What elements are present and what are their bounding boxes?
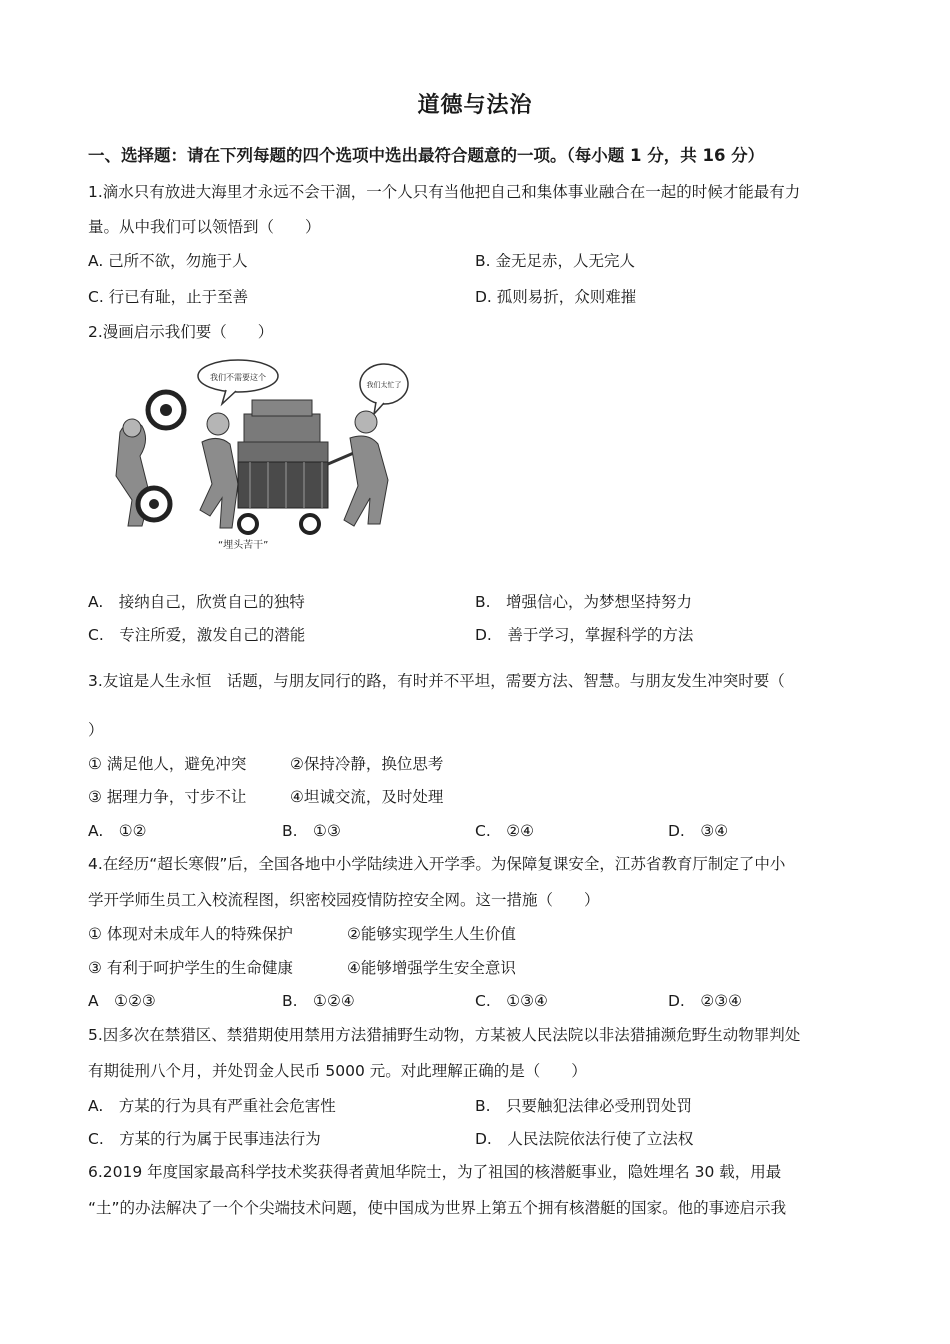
- cartoon-drawing: [98, 352, 418, 552]
- q4-statement-1: ① 体现对未成年人的特殊保护: [88, 925, 293, 943]
- q4-option-d: D. ②③④: [668, 992, 743, 1010]
- q6-stem-line2: “土”的办法解决了一个个尖端技术问题，使中国成为世界上第五个拥有核潜艇的国家。他的事迹启示我: [88, 1199, 787, 1217]
- q3-stem-line2: ）: [88, 721, 104, 739]
- q4-option-b: B. ①②④: [282, 992, 355, 1010]
- q4-stem-line1: 4.在经历“超长寒假”后，全国各地中小学陆续进入开学季。为保障复课安全，江苏省教育厅制定了中小: [88, 855, 786, 873]
- q1-option-d: D. 孤则易折，众则难摧: [475, 288, 637, 306]
- cartoon-caption: “埋头苦干”: [218, 540, 269, 551]
- q1-option-a: A. 己所不欲，勿施于人: [88, 252, 248, 270]
- cartoon-illustration: [98, 352, 418, 552]
- q6-stem-line1: 6.2019 年度国家最高科学技术奖获得者黄旭华院士，为了祖国的核潜艇事业，隐姓埋名 30 载，用最: [88, 1163, 782, 1181]
- q5-stem-line1: 5.因多次在禁猎区、禁猎期使用禁用方法猎捕野生动物，方某被人民法院以非法猎捕濒危野生动物罪判处: [88, 1026, 801, 1044]
- q5-option-d: D. 人民法院依法行使了立法权: [475, 1130, 694, 1148]
- q5-option-c: C. 方某的行为属于民事违法行为: [88, 1130, 321, 1148]
- q3-option-c: C. ②④: [475, 822, 535, 840]
- q2-option-c: C. 专注所爱，激发自己的潜能: [88, 626, 306, 644]
- q3-stem-line1: 3.友谊是人生永恒 话题，与朋友同行的路，有时并不平坦，需要方法、智慧。与朋友发生冲突时要（: [88, 672, 785, 690]
- q5-stem-line2: 有期徒刑八个月，并处罚金人民币 5000 元。对此理解正确的是（ ）: [88, 1062, 587, 1080]
- q2-stem: 2.漫画启示我们要（ ）: [88, 323, 274, 341]
- q4-option-c: C. ①③④: [475, 992, 548, 1010]
- q3-statement-4: ④坦诚交流，及时处理: [290, 788, 444, 806]
- q3-option-b: B. ①③: [282, 822, 341, 840]
- q3-option-d: D. ③④: [668, 822, 729, 840]
- bubble-text-2: 我们太忙了: [366, 381, 402, 389]
- q2-option-b: B. 增强信心，为梦想坚持努力: [475, 593, 693, 611]
- q4-stem-line2: 学开学师生员工入校流程图，织密校园疫情防控安全网。这一措施（ ）: [88, 891, 600, 909]
- q2-option-d: D. 善于学习，掌握科学的方法: [475, 626, 694, 644]
- section-header: 一、选择题：请在下列每题的四个选项中选出最符合题意的一项。（每小题 1 分，共 16 分）: [88, 146, 765, 165]
- q1-stem-line2: 量。从中我们可以领悟到（ ）: [88, 218, 321, 236]
- q4-statement-2: ②能够实现学生人生价值: [347, 925, 516, 943]
- q1-stem-line1: 1.滴水只有放进大海里才永远不会干涸，一个人只有当他把自己和集体事业融合在一起的时候才能最有力: [88, 183, 801, 201]
- q1-option-c: C. 行已有耻，止于至善: [88, 288, 249, 306]
- q5-option-a: A. 方某的行为具有严重社会危害性: [88, 1097, 336, 1115]
- q1-option-b: B. 金无足赤，人无完人: [475, 252, 635, 270]
- bubble-text-1: 我们不需要这个: [210, 373, 266, 382]
- q3-statement-1: ① 满足他人，避免冲突: [88, 755, 247, 773]
- q3-statement-3: ③ 据理力争，寸步不让: [88, 788, 247, 806]
- q4-statement-4: ④能够增强学生安全意识: [347, 959, 516, 977]
- q3-option-a: A. ①②: [88, 822, 147, 840]
- q4-option-a: A ①②③: [88, 992, 156, 1010]
- page-title: 道德与法治: [417, 93, 533, 118]
- q4-statement-3: ③ 有利于呵护学生的生命健康: [88, 959, 293, 977]
- q2-option-a: A. 接纳自己，欣赏自己的独特: [88, 593, 305, 611]
- q5-option-b: B. 只要触犯法律必受刑罚处罚: [475, 1097, 693, 1115]
- q3-statement-2: ②保持冷静，换位思考: [290, 755, 444, 773]
